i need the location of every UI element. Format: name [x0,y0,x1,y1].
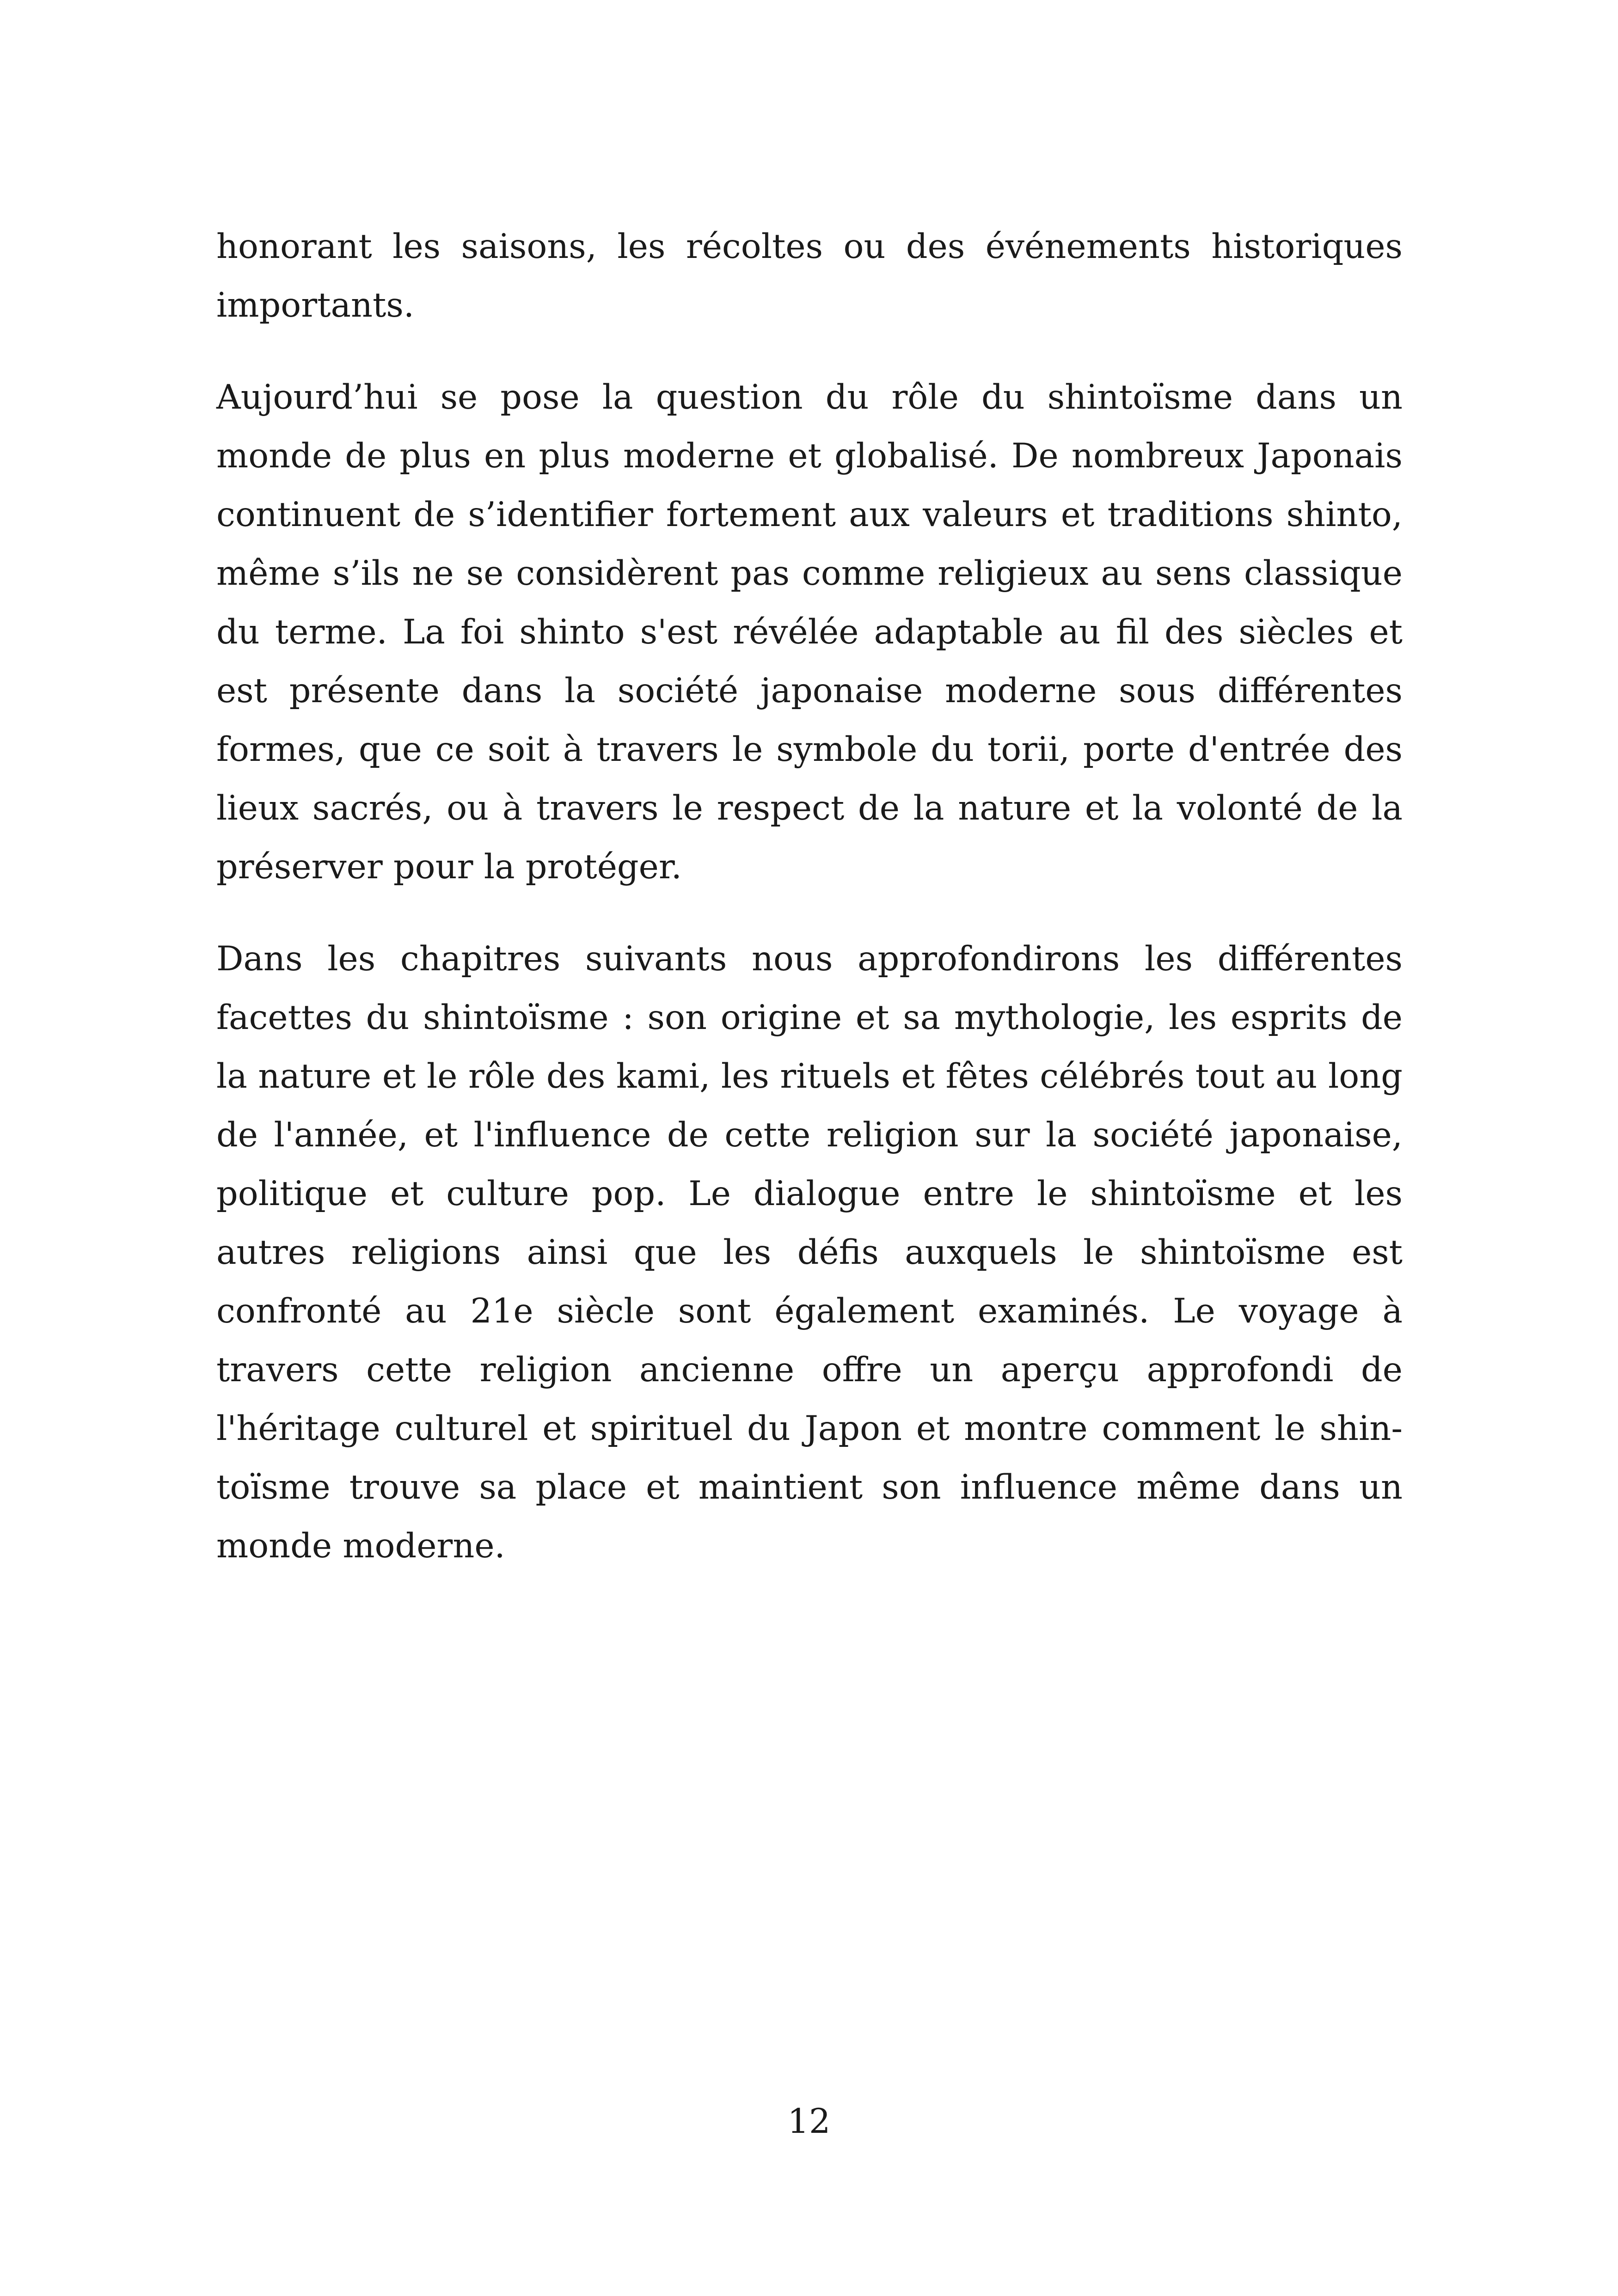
paragraph-3: Dans les chapitres suivants nous approfondirons les différentes facettes du shintoïsme : son origine et sa mythologie, les esprits de la nature et le rôle des kami, les rituels et fêtes célébrés tout au long de l'année, et l'influence de cette religion sur la société japonaise, politique et culture pop. Le dialogue entre le shintoïsme et les autres religions ainsi que les défis auxquels le shintoïsme est confronté au 21e siècle sont également examinés. Le voyage à travers cette religion ancienne offre un aperçu approfondi de l'héritage culturel et spirituel du Japon et montre comment le shintoïsme trouve sa place et maintient son influence même dans un monde moderne. [216,939,1403,1566]
paragraph-2: Aujourd’hui se pose la question du rôle du shintoïsme dans un monde de plus en plus moderne et globalisé. De nombreux Japonais continuent de s’identifier fortement aux valeurs et traditions shinto, même s’ils ne se considèrent pas comme religieux au sens classique du terme. La foi shinto s'est révélée adaptable au fil des siècles et est présente dans la société japonaise moderne sous différentes formes, que ce soit à travers le symbole du torii, porte d'entrée des lieux sacrés, ou à travers le respect de la nature et la volonté de la préserver pour la protéger. [216,378,1403,887]
page-number: 12 [787,2102,831,2141]
paragraph-1: honorant les saisons, les récoltes ou des événements historiques importants. [216,227,1403,325]
body-text [216,217,1403,1609]
